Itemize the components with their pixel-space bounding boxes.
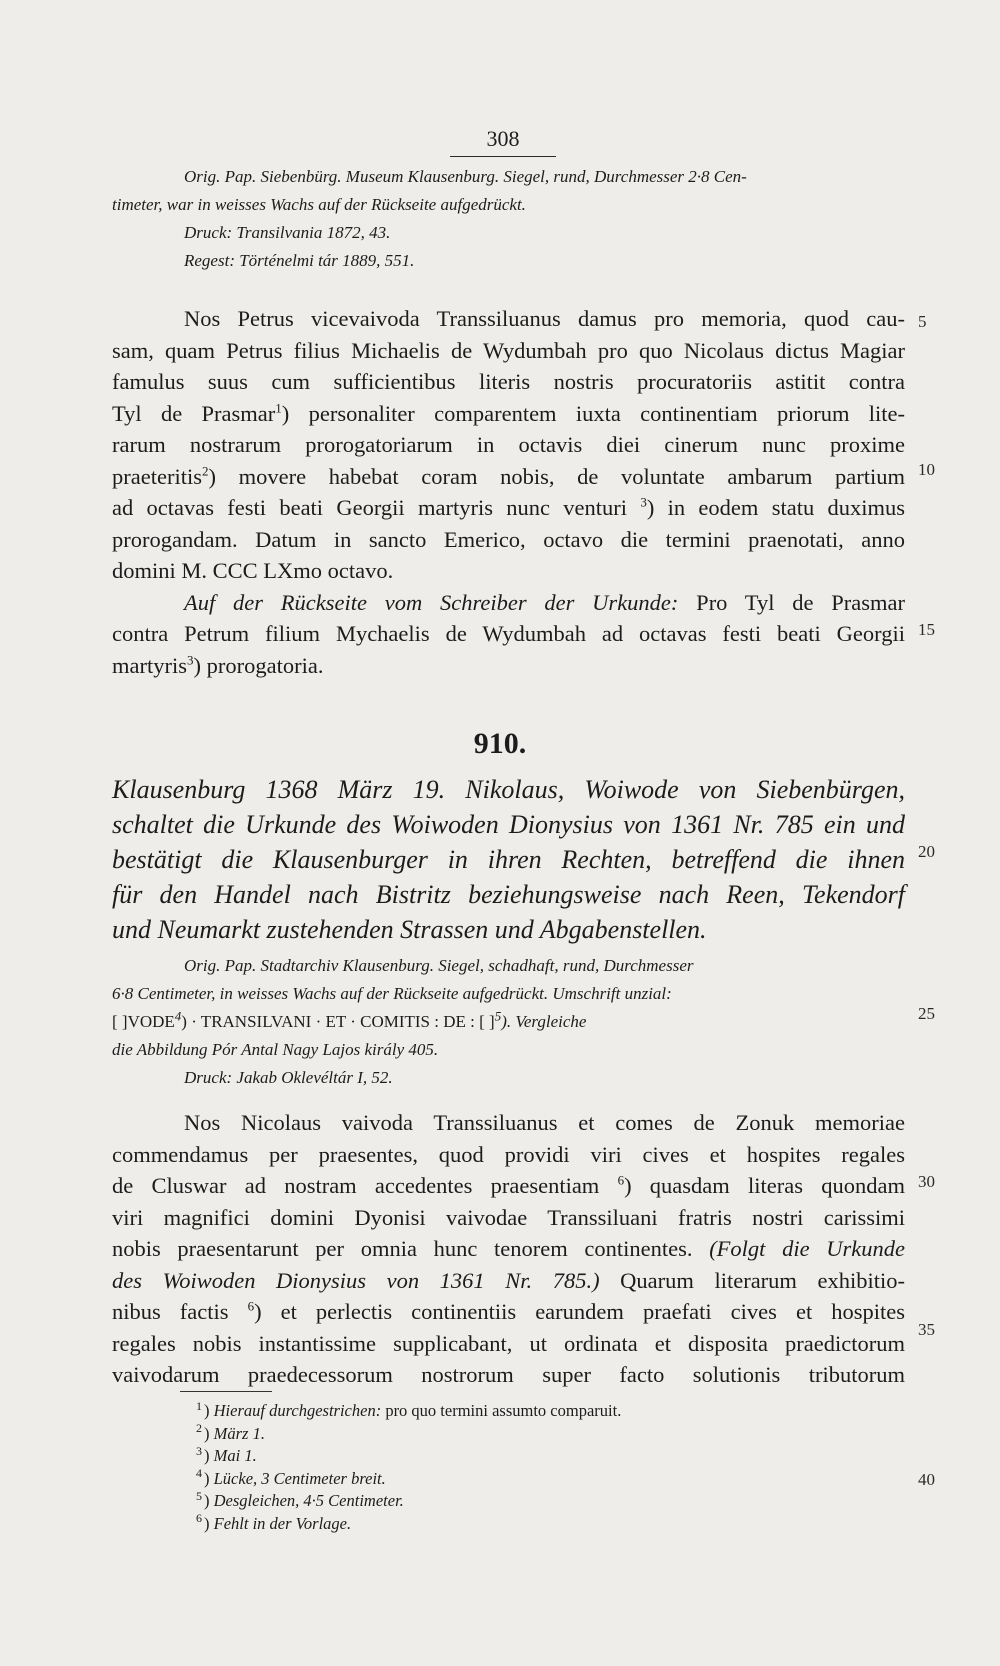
footnote: $^1$ ) Hierauf durchgestrichen: pro quo termini assumto comparuit. bbox=[196, 1398, 622, 1420]
margin-line-number: 35 bbox=[918, 1320, 935, 1339]
meta-line: Orig. Pap. Stadtarchiv Klausenburg. Siegel, schadhaft, rund, Durchmesser bbox=[184, 956, 694, 975]
meta-line: timeter, war in weisses Wachs auf der Rückseite aufgedrückt. bbox=[112, 195, 526, 214]
text-line: de Cluswar ad nostram accedentes praesentiam $^6$) quasdam literas quondam bbox=[112, 1172, 905, 1198]
heading-line: für den Handel nach Bistritz beziehungsweise nach Reen, Tekendorf bbox=[112, 880, 905, 909]
heading-line: und Neumarkt zustehenden Strassen und Abgabenstellen. bbox=[112, 915, 707, 944]
heading-line: schaltet die Urkunde des Woiwoden Dionysius von 1361 Nr. 785 ein und bbox=[112, 810, 905, 839]
meta-line: [ ]$VODE^4$) · TRANSILVANI · ET · COMITIS : DE : [ ]$^5$). Vergleiche bbox=[112, 1008, 587, 1031]
footnote-ref[interactable]: 6 bbox=[617, 1172, 625, 1188]
footnote: $^2$ ) März 1. bbox=[196, 1421, 265, 1443]
footnotes bbox=[196, 1400, 621, 1535]
text-line: Nos Nicolaus vaivoda Transsiluanus et comes de Zonuk memoriae bbox=[184, 1110, 905, 1135]
footnote-ref[interactable]: 2 bbox=[201, 463, 209, 478]
footnote-divider bbox=[180, 1391, 272, 1392]
text-line: praeteritis$^2$) movere habebat coram nobis, de voluntate ambarum partium bbox=[112, 463, 905, 489]
doc-910-text bbox=[112, 1107, 905, 1391]
heading-line: bestätigt die Klausenburger in ihren Rechten, betreffend die ihnen bbox=[112, 845, 905, 874]
footnote: $^6$ ) Fehlt in der Vorlage. bbox=[196, 1511, 352, 1533]
heading-line: Klausenburg 1368 März 19. Nikolaus, Woiwode von Siebenbürgen, bbox=[112, 775, 905, 804]
text-line: famulus suus cum sufficientibus literis nostris procuratoriis astitit contra bbox=[112, 369, 905, 394]
text-line: martyris$^3$) prorogatoria. bbox=[112, 652, 324, 678]
margin-line-number: 10 bbox=[918, 460, 935, 479]
text-line: domini M. CCC LXmo octavo. bbox=[112, 558, 394, 583]
margin-line-number: 40 bbox=[918, 1470, 935, 1489]
meta-line: Druck: Transilvania 1872, 43. bbox=[184, 223, 391, 242]
margin-line-number: 30 bbox=[918, 1172, 935, 1191]
text-line: Nos Petrus vicevaivoda Transsiluanus damus pro memoria, quod cau- bbox=[184, 306, 905, 331]
text-line: Auf der Rückseite vom Schreiber der Urkunde: Pro Tyl de Prasmar bbox=[184, 589, 905, 615]
text-line: ad octavas festi beati Georgii martyris nunc venturi $^3$) in eodem statu duximus bbox=[112, 494, 905, 520]
margin-line-number: 25 bbox=[918, 1004, 935, 1023]
footnote-ref[interactable]: 3 bbox=[186, 652, 194, 667]
text-line: prorogandam. Datum in sancto Emerico, octavo die termini praenotati, anno bbox=[112, 526, 905, 552]
margin-line-number: 20 bbox=[918, 842, 935, 861]
text-line: contra Petrum filium Mychaelis de Wydumbah ad octavas festi beati Georgii bbox=[112, 621, 905, 646]
page-number: 308 bbox=[450, 124, 556, 157]
doc-910-heading bbox=[112, 772, 905, 947]
text-line: sam, quam Petrus filius Michaelis de Wydumbah pro quo Nicolaus dictus Magiar bbox=[112, 337, 905, 363]
footnote: $^3$ ) Mai 1. bbox=[196, 1443, 257, 1465]
meta-line: Druck: Jakab Oklevéltár I, 52. bbox=[184, 1068, 393, 1087]
footnote-ref[interactable]: 6 bbox=[247, 1298, 255, 1314]
meta-line: 6·8 Centimeter, in weisses Wachs auf der Rückseite aufgedrückt. Umschrift unzial: bbox=[112, 984, 672, 1003]
text-line: vaivodarum praedecessorum nostrorum super facto solutionis tributorum bbox=[112, 1362, 905, 1387]
text-line: nibus factis $^6$) et perlectis continentiis earundem praefati cives et hospites bbox=[112, 1298, 905, 1324]
footnote-ref[interactable]: 1 bbox=[275, 400, 282, 415]
meta-line: die Abbildung Pór Antal Nagy Lajos király 405. bbox=[112, 1040, 439, 1059]
text-line: nobis praesentarunt per omnia hunc tenorem continentes. (Folgt die Urkunde bbox=[112, 1236, 905, 1261]
footnote: $^5$ ) Desgleichen, 4·5 Centimeter. bbox=[196, 1488, 404, 1510]
text-line: Tyl de Prasmar$^1$) personaliter comparentem iuxta continentiam priorum lite- bbox=[112, 400, 906, 426]
text-line: commendamus per praesentes, quod providi viri cives et hospites regales bbox=[112, 1141, 905, 1167]
text-line: des Woiwoden Dionysius von 1361 Nr. 785.) Quarum literarum exhibitio- bbox=[112, 1267, 905, 1293]
footnote-ref[interactable]: 3 bbox=[640, 494, 647, 510]
doc-910-archival-note bbox=[112, 952, 905, 1092]
doc-909-text bbox=[112, 303, 905, 681]
text-line: regales nobis instantissime supplicabant, ut ordinata et disposita praedictorum bbox=[112, 1330, 905, 1356]
meta-line: Regest: Történelmi tár 1889, 551. bbox=[184, 251, 415, 270]
margin-line-number: 5 bbox=[918, 312, 927, 331]
footnote: $^4$ ) Lücke, 3 Centimeter breit. bbox=[196, 1466, 386, 1488]
meta-line: Orig. Pap. Siebenbürg. Museum Klausenburg. Siegel, rund, Durchmesser 2·8 Cen- bbox=[184, 167, 747, 186]
doc-909-archival-note bbox=[112, 163, 905, 275]
text-line: viri magnifici domini Dyonisi vaivodae Transsiluani fratris nostri carissimi bbox=[112, 1204, 905, 1230]
document-number: 910. bbox=[473, 727, 527, 760]
text-line: rarum nostrarum prorogatoriarum in octavis diei cinerum nunc proxime bbox=[112, 432, 905, 457]
margin-line-number: 15 bbox=[918, 620, 935, 639]
